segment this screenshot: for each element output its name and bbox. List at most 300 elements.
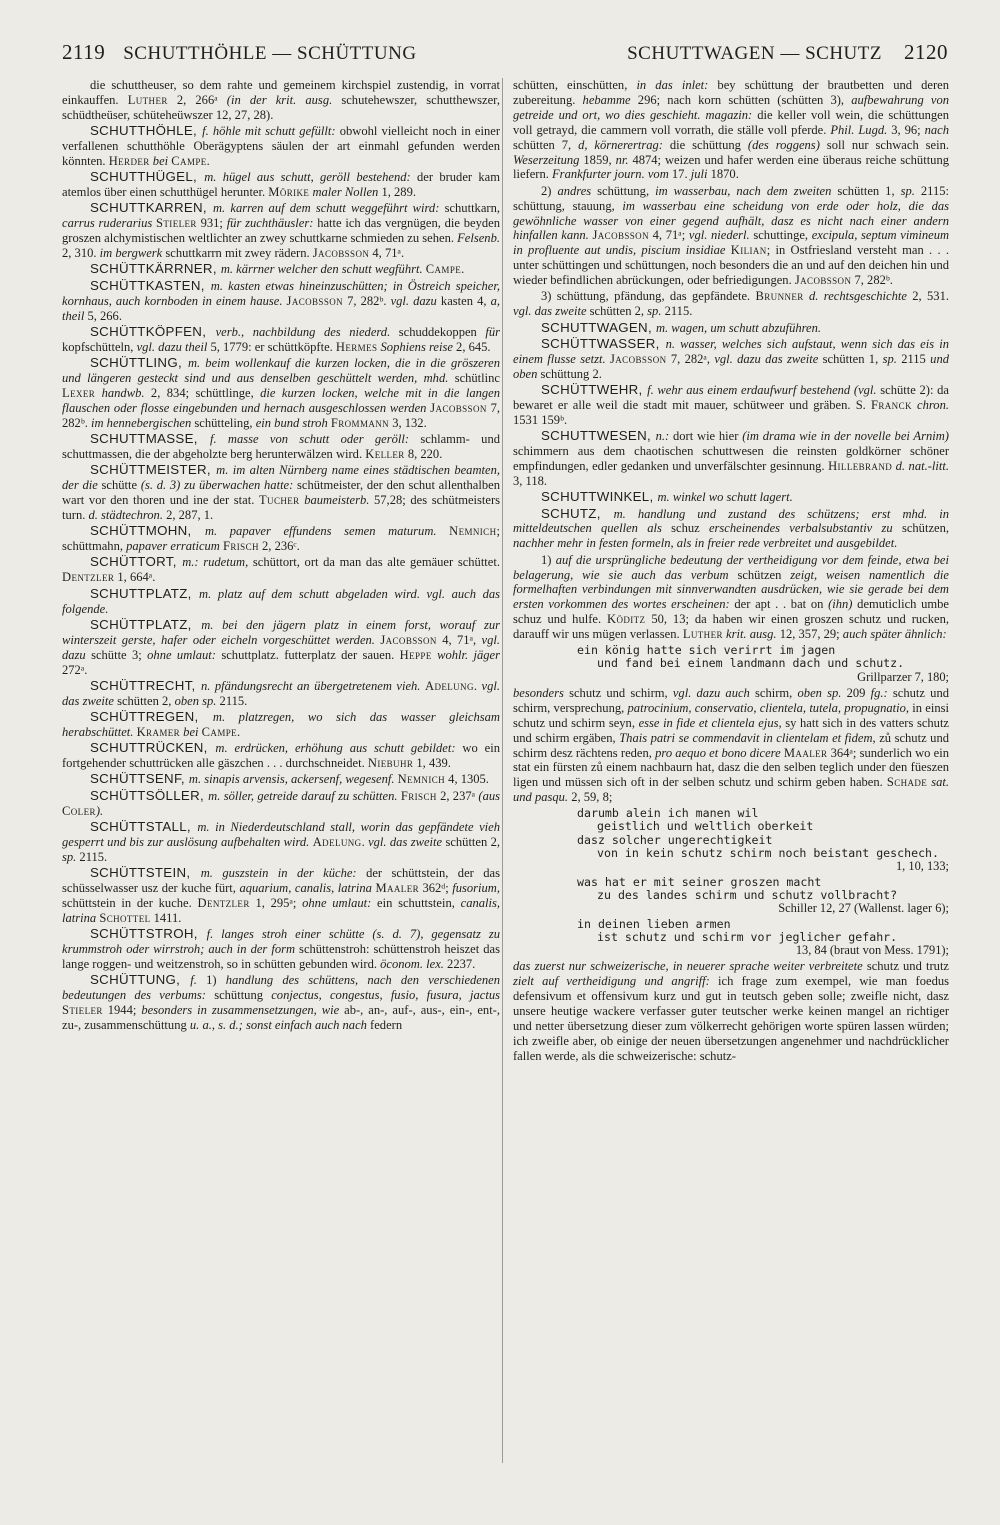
- italic-text: in das inlet:: [636, 78, 709, 92]
- quotation-source: 1, 10, 133;: [895, 859, 949, 874]
- text-run: schüttung,: [591, 183, 656, 198]
- text-run: schuttplatz. futterplatz der sauen.: [215, 647, 400, 662]
- dictionary-entry: [513, 337, 949, 382]
- header-guide-words-left: SCHUTTHÖHLE — SCHÜTTUNG: [123, 43, 417, 64]
- quotation-source: Schiller 12, 27 (Wallenst. lager 6);: [778, 901, 949, 916]
- dictionary-entry: [62, 279, 500, 324]
- dictionary-entry: [62, 555, 500, 585]
- entry-headword: SCHUTTHÖHLE,: [90, 123, 203, 139]
- text-run: schütte: [97, 478, 141, 493]
- entry-headword: SCHUTTWAGEN,: [541, 319, 656, 335]
- text-run: schlamm- und schuttmassen, die der abgeholzte berg herunterwälzen wird.: [62, 431, 500, 461]
- text-run: ᵃ: [397, 246, 401, 261]
- left-column: [62, 78, 500, 1034]
- entry-headword: SCHÜTTPLATZ,: [90, 616, 202, 632]
- citation-author: Brunner: [755, 289, 804, 304]
- text-run: 1944;: [102, 1002, 142, 1017]
- text-run: ᶜ: [293, 539, 297, 554]
- dictionary-entry: [62, 432, 500, 462]
- entry-headword: SCHUTTHÜGEL,: [90, 169, 205, 185]
- dictionary-entry: [62, 820, 500, 865]
- text-run: schütten 7,: [513, 137, 579, 152]
- text-run: dort wie hier: [669, 429, 743, 444]
- italic-text: sp.: [647, 304, 662, 319]
- text-run: 2, 834; schüttlinge,: [144, 385, 261, 400]
- italic-text: für zuchthäusler:: [226, 216, 314, 231]
- entry-headword: SCHÜTTSTALL,: [90, 818, 198, 834]
- italic-text: d. nat.-litt.: [892, 459, 949, 473]
- text-run: 17.: [668, 167, 691, 182]
- italic-text: im wasserbau, nach dem zweiten: [655, 183, 832, 198]
- italic-text: krit. ausg.: [722, 627, 777, 642]
- text-run: die keller voll wein, die schüttungen voll getrayd, die cammern voll vorrath, die ställe voll pferde.: [513, 107, 950, 137]
- text-run: .: [889, 273, 893, 288]
- text-run: 1859,: [579, 152, 616, 167]
- italic-text: handwb.: [95, 385, 145, 400]
- entry-headword: SCHÜTTMEISTER,: [90, 462, 217, 478]
- text-run: 272: [62, 662, 81, 677]
- text-run: ᵃ: [471, 788, 476, 803]
- italic-text: das zuerst nur schweizerische, in neuerer sprache weiter verbreitete: [513, 959, 863, 974]
- text-run: schütte 3;: [85, 647, 148, 662]
- citation-author: Adelung: [312, 834, 362, 849]
- text-run: der bruder kam atemlos über einen schutthügel herunter.: [62, 170, 500, 200]
- italic-text: u. a., s. d.; sonst einfach auch nach: [189, 1017, 367, 1032]
- text-run: 57,28; des schütmeisters turn.: [62, 492, 501, 522]
- text-run: 362: [419, 880, 442, 895]
- text-run: 3, 118.: [513, 473, 548, 488]
- italic-text: juli: [690, 167, 708, 182]
- text-run: 1, 439.: [413, 756, 451, 771]
- dictionary-entry: [62, 325, 500, 355]
- dictionary-entry: [62, 170, 500, 200]
- text-run: 50, 13; da haben wir einen groszen schutz und rucken, darauff wir uns mügen verlassen.: [513, 612, 949, 642]
- italic-text: (aus: [475, 788, 501, 803]
- italic-text: vgl. niederl.: [688, 228, 750, 243]
- verse-quotation: [513, 644, 949, 684]
- entry-paragraph: [513, 78, 949, 182]
- italic-text: m. wagen, um schutt abzuführen.: [655, 320, 822, 335]
- italic-text: chron.: [911, 397, 949, 412]
- text-run: 1870.: [707, 167, 739, 182]
- entry-headword: SCHÜTTKÄRRNER,: [90, 261, 221, 277]
- text-run: 2, 645.: [452, 339, 491, 354]
- italic-text: Sophiens reise: [377, 339, 453, 354]
- italic-text: handlung des schüttens, nach den verschiedenen bedeutungen des verbums:: [62, 973, 500, 1003]
- italic-text: für: [485, 324, 500, 339]
- citation-author: Franck: [870, 397, 912, 412]
- text-run: [437, 524, 450, 538]
- italic-text: vgl. das zweite: [62, 678, 500, 708]
- text-run: bey schüttung der brautbetten und deren zubereitung.: [513, 78, 949, 107]
- text-run: demuticlich umbe schuz und hulfe.: [513, 597, 949, 627]
- italic-text: vgl. dazu: [62, 632, 500, 662]
- italic-text: auch später ähnlich:: [842, 627, 947, 642]
- italic-text: ein bund stroh: [255, 415, 328, 430]
- entry-headword: SCHÜTTSÖLLER,: [90, 787, 209, 803]
- verse-quotation: [513, 876, 949, 916]
- italic-text: d, körnerertrag:: [578, 137, 663, 152]
- italic-text: hebamme: [582, 92, 631, 107]
- header-left: [62, 40, 417, 65]
- citation-author: Jacobsson: [430, 400, 487, 415]
- italic-text: vgl. dazu auch: [672, 685, 750, 700]
- verse-line: geistlich und weltlich oberkeit: [597, 819, 814, 834]
- verse-line: darumb alein ich manen wil: [577, 806, 759, 821]
- italic-text: im bergwerk: [99, 246, 163, 261]
- text-run: ;: [292, 895, 303, 910]
- dictionary-entry: [62, 618, 500, 678]
- text-run: schuttinge,: [749, 228, 812, 243]
- citation-author: Nemnich: [397, 772, 446, 787]
- text-run: .: [361, 834, 369, 849]
- text-run: schütlinc: [448, 370, 500, 385]
- italic-text: ).: [95, 803, 104, 818]
- text-run: 4, 71: [648, 228, 679, 243]
- italic-text: sat. und pasqu.: [513, 775, 949, 805]
- text-run: schütmeister, der den schut allenthalben wart vor den thoren und ine der stat.: [62, 478, 500, 507]
- text-run: 2115.: [661, 304, 693, 319]
- dictionary-entry: [62, 866, 500, 926]
- italic-text: d. rechtsgeschichte: [803, 289, 907, 304]
- verse-line: in deinen lieben armen: [577, 916, 731, 931]
- text-run: soll nur schwach sein.: [819, 137, 950, 152]
- dictionary-entry: [513, 490, 949, 505]
- citation-author: Frommann: [330, 415, 390, 430]
- citation-author: Lexer: [62, 385, 96, 400]
- text-run: 7, 282: [666, 351, 704, 366]
- dictionary-entry: [513, 429, 949, 489]
- text-run: ab-, an-, auf-, aus-, ein-, ent-, zu-, zusammenschüttung: [62, 1002, 500, 1032]
- italic-text: vgl. dazu: [390, 293, 437, 308]
- citation-author: Maaler: [783, 745, 828, 760]
- italic-text: (s. d. 3) zu überwachen hatte:: [140, 478, 294, 493]
- citation-author: Jacobsson: [592, 228, 649, 243]
- italic-text: patrocinium, conservatio, clientela, tutela, propugnatio,: [627, 700, 910, 715]
- text-run: schüttort, ort da man das alte gemäuer schüttet.: [248, 555, 500, 570]
- italic-text: m. im alten Nürnberg name eines städtischen beamten, der die: [62, 463, 500, 493]
- italic-text: verb., nachbildung des niederd.: [215, 324, 391, 339]
- entry-headword: SCHÜTTLING,: [90, 355, 188, 371]
- text-run: schüttung: [205, 988, 272, 1003]
- italic-text: m. söller, getreide darauf zu schütten.: [208, 788, 398, 803]
- text-run: schutehewszer, schutthewszer, schüdtheüser, schüteheüwszer 12, 27, 28).: [62, 92, 500, 122]
- italic-text: nr.: [615, 152, 629, 167]
- dictionary-entry: [513, 507, 949, 552]
- italic-text: Thais patri se commendavit in clientelam et fidem,: [619, 730, 876, 745]
- text-run: ,: [473, 632, 482, 647]
- citation-author: Luther: [127, 92, 168, 107]
- text-run: der apt . . bat on: [729, 597, 829, 612]
- italic-text: auf die ursprüngliche bedeutung der vertheidigung vor dem feinde, etwa bei belagerung, wie sie auch das verbum: [513, 552, 949, 582]
- italic-text: und oben: [513, 351, 949, 381]
- italic-text: Felsenb.: [457, 231, 500, 246]
- text-run: ᵃ: [849, 745, 853, 760]
- italic-text: n. wasser, welches sich aufstaut, wenn sich das eis in einem flusse setzt.: [513, 336, 949, 366]
- entry-headword: SCHÜTTKÖPFEN,: [90, 323, 216, 339]
- italic-text: (ihn): [828, 597, 853, 612]
- citation-author: Dentzler: [197, 895, 250, 910]
- italic-text: m. kasten etwas hineinzuschütten; in Östreich speicher, kornhaus, auch kornboden in einem hause.: [62, 278, 500, 308]
- entry-headword: SCHUTTWINKEL,: [541, 489, 658, 505]
- text-run: ᵃ: [289, 895, 293, 910]
- text-run: 2115.: [216, 693, 248, 708]
- dictionary-entry: [62, 710, 500, 740]
- citation-author: Jacobsson: [794, 273, 852, 288]
- dictionary-entry: [62, 463, 500, 523]
- entry-headword: SCHUTZ,: [541, 505, 614, 521]
- citation-author: Jacobsson: [380, 632, 437, 647]
- entry-headword: SCHUTTWESEN,: [541, 428, 656, 444]
- citation-author: Schottel: [99, 910, 151, 925]
- text-run: schütten 2,: [442, 834, 501, 849]
- text-run: .: [152, 570, 156, 585]
- italic-text: m. in Niederdeutschland stall, worin das gepfändete vieh gesperrt und bis zur auslösung aufbehalten wird.: [62, 819, 500, 849]
- italic-text: (im drama wie in der novelle bei Arnim): [742, 429, 949, 444]
- italic-text: aquarium, canalis, latrina: [239, 880, 372, 895]
- italic-text: m.: rudetum,: [182, 555, 249, 570]
- text-run: ᵇ: [560, 412, 564, 427]
- text-run: schuttkarn,: [439, 201, 500, 216]
- citation-author: Heppe: [399, 647, 432, 662]
- italic-text: sp.: [900, 183, 915, 198]
- italic-text: (des roggens): [747, 137, 820, 152]
- text-run: schutz und trutz: [862, 959, 949, 974]
- italic-text: zeigt, weisen namentlich die formelhaften verbindungen mit sinnverwandten ausdrücken, wie sie gerade bei dem ersten vorkommen des wortes erscheinen:: [513, 567, 949, 612]
- italic-text: conjectus, congestus, fusio, fusura, jactus: [271, 988, 500, 1003]
- text-run: 2, 287, 1.: [162, 507, 214, 522]
- dictionary-entry: [513, 383, 949, 428]
- text-run: 2237.: [443, 956, 476, 971]
- text-run: schüttstein in der kuche.: [62, 895, 198, 910]
- italic-text: Phil. Lugd.: [830, 122, 888, 137]
- dictionary-entry: [62, 927, 500, 972]
- citation-author: Hermes: [335, 339, 378, 354]
- text-run: 5, 1779: er schüttköpfte.: [207, 339, 336, 354]
- dictionary-entry: [62, 741, 500, 771]
- text-run: ; sunderlich wo ein stat ein fürsten zů einem nachbaurn hat, dasz die den selben teglich under den füeszen ligen und müssen sich oft in der selben schutz und schirm geben haben.: [513, 745, 949, 790]
- text-run: schütteling,: [191, 415, 256, 430]
- italic-text: m. papaver effundens semen maturum.: [204, 524, 437, 539]
- text-run: 7, 282: [62, 400, 501, 430]
- text-run: 1): [541, 552, 556, 567]
- text-run: .: [206, 153, 210, 168]
- text-run: schüttung 2.: [537, 366, 602, 381]
- text-run: 2115.: [76, 849, 108, 864]
- italic-text: bei: [149, 153, 172, 168]
- text-run: 2, 531.: [906, 289, 949, 304]
- entry-paragraph: [513, 289, 949, 319]
- citation-author: Jacobsson: [610, 351, 667, 366]
- text-run: ᵃ: [678, 228, 682, 243]
- text-run: wo ein fortgehender schuttrücken alle gäszchen . . . durchschneidet.: [62, 741, 500, 771]
- italic-text: öconom. lex.: [380, 956, 444, 971]
- italic-text: oben sp.: [797, 685, 842, 700]
- italic-text: baumeisterb.: [299, 492, 370, 507]
- italic-text: f. langes stroh einer schütte (s. d. 7), gegensatz zu krummstroh oder wirrstroh; auch in der form: [62, 927, 501, 956]
- entry-headword: SCHÜTTUNG,: [90, 972, 191, 988]
- text-run: die schüttung: [662, 137, 748, 152]
- italic-text: m. winkel wo schutt lagert.: [657, 490, 793, 505]
- text-run: ᵃ: [148, 570, 153, 585]
- entry-headword: SCHÜTTSTEIN,: [90, 865, 201, 881]
- text-run: ᵃ: [80, 662, 85, 677]
- header-right: [627, 40, 948, 65]
- italic-text: fg.:: [870, 685, 888, 700]
- text-run: die schuttheuser, so dem rahte und gemeinem kirchspiel zustendig, in vorrat einkauffen.: [62, 78, 500, 107]
- text-run: ; in Ostfriesland versteht man . . . unter schüttingen und schüttungen, noch besonders die an und auf den deichen hin und wieder befindlichen abrückungen, oder befriedigungen.: [513, 243, 950, 288]
- text-run: 8, 220.: [404, 446, 443, 461]
- italic-text: m. kärrner welcher den schutt wegführt.: [220, 262, 423, 277]
- dictionary-entry: [62, 789, 500, 819]
- italic-text: im hennebergischen: [91, 415, 192, 430]
- dictionary-entry: [62, 201, 500, 261]
- text-run: 5, 266.: [84, 308, 122, 323]
- verse-line: von in kein schutz schirm noch beistant geschech.: [597, 846, 940, 861]
- entry-headword: SCHÜTTWEHR,: [541, 382, 648, 398]
- text-run: 4, 71: [436, 632, 470, 647]
- italic-text: bei: [180, 724, 202, 739]
- italic-text: nach: [924, 122, 949, 137]
- italic-text: die kurzen locken, welche mit in die langen flauschen oder flosse eingebunden und hernach ausgeschlossen werden: [62, 385, 500, 415]
- text-run: 4874; weizen und hafer werden eine überaus reiche schüttung liefern.: [513, 152, 950, 182]
- verse-quotation: [513, 918, 949, 958]
- italic-text: sp.: [882, 351, 897, 366]
- text-run: schützen,: [892, 521, 949, 536]
- text-run: kopfschütteln,: [62, 339, 137, 354]
- italic-text: vgl. das zweite: [368, 834, 443, 849]
- citation-author: Jacobsson: [286, 293, 344, 308]
- text-run: schütten 1,: [818, 351, 883, 366]
- italic-text: m. beim wollenkauf die kurzen locken, die in die gröszeren und längeren gesteckt sind und aus denselben geschüttelt werden, mhd.: [62, 356, 500, 385]
- text-run: sy hatt sich in des vatters schutz und schirm ergäben,: [513, 715, 949, 745]
- entry-headword: SCHÜTTSENF,: [90, 771, 189, 787]
- citation-author: Stieler: [156, 216, 197, 231]
- text-run: zů schutz und schirm desz rächtens reden,: [513, 730, 949, 760]
- entry-paragraph: [513, 553, 949, 642]
- italic-text: m. platz auf dem schutt abgeladen wird. vgl. auch das folgende.: [62, 586, 500, 616]
- text-run: 296; nach korn schütten (schütten 3),: [630, 92, 852, 107]
- italic-text: wohlr. jäger: [431, 647, 501, 662]
- citation-author: Nemnich: [449, 524, 497, 539]
- citation-author: Luther: [682, 627, 723, 642]
- italic-text: n. pfändungsrecht an übergetretenem vieh.: [200, 678, 421, 693]
- dictionary-entry: [62, 587, 500, 617]
- citation-author: Niebuhr: [367, 756, 414, 771]
- text-run: 2, 266: [167, 92, 215, 107]
- text-run: ᵇ: [379, 293, 384, 308]
- citation-author: Jacobsson: [312, 246, 370, 261]
- text-run: schuddekoppen: [390, 324, 486, 339]
- italic-text: m. handlung und zustand des schützens; erst mhd. in mitteldeutschen quellen als: [513, 506, 949, 536]
- text-run: .: [383, 293, 391, 308]
- verse-line: dasz solcher ungerechtigkeit: [577, 832, 773, 847]
- text-run: 2, 310.: [62, 246, 100, 261]
- citation-author: Coler: [62, 803, 96, 818]
- italic-text: f.: [190, 973, 197, 988]
- text-run: schirm,: [749, 685, 798, 700]
- text-run: ᵃ: [469, 632, 473, 647]
- italic-text: ohne umlaut:: [302, 895, 372, 910]
- entry-headword: SCHÜTTMOHN,: [90, 523, 205, 539]
- text-run: schützen: [728, 567, 791, 582]
- verse-quotation: [513, 807, 949, 873]
- citation-author: Keller: [365, 446, 405, 461]
- italic-text: ohne umlaut:: [147, 647, 216, 662]
- entry-headword: SCHUTTKARREN,: [90, 200, 213, 216]
- column-divider: [502, 78, 503, 1463]
- text-run: schüttenstroh: schüttenstroh heiszet das lange roggen- und weitzenstroh, so in schütten gebunden wird.: [62, 941, 500, 971]
- italic-text: f. wehr aus einem erdaufwurf bestehend (vgl.: [647, 383, 877, 398]
- italic-text: zielt auf vertheidigung und angriff:: [513, 974, 710, 989]
- italic-text: vgl. dazu theil: [136, 339, 208, 354]
- italic-text: sp.: [62, 849, 77, 864]
- italic-text: papaver erraticum: [126, 539, 220, 554]
- italic-text: m. erdrücken, erhöhung aus schutt gebildet:: [215, 741, 456, 756]
- entry-headword: SCHUTTMASSE,: [90, 430, 210, 446]
- italic-text: m. guszstein in der küche:: [200, 866, 357, 881]
- entry-headword: SCHÜTTRECHT,: [90, 677, 201, 693]
- dictionary-entry: [62, 679, 500, 709]
- text-run: 4, 71: [369, 246, 398, 261]
- italic-text: a, theil: [62, 293, 500, 323]
- text-run: federn: [366, 1017, 403, 1032]
- entry-headword: SCHÜTTWASSER,: [541, 335, 666, 351]
- text-run: 1, 664: [114, 570, 149, 585]
- italic-text: carrus ruderarius: [62, 216, 153, 231]
- italic-text: esse in fide et clientela ejus,: [638, 715, 782, 730]
- citation-author: Herder: [108, 153, 150, 168]
- citation-author: Stieler: [62, 1002, 103, 1017]
- text-run: schimmern aus dem chaotischen schuttwesen die reinsten goldkörner schöner empfindungen, edler gedanken und unverfälschter gesinnung.: [513, 444, 949, 473]
- text-run: .: [563, 412, 568, 427]
- text-run: 2115: schüttung, stauung,: [513, 183, 949, 213]
- entry-headword: SCHÜTTKASTEN,: [90, 277, 211, 293]
- citation-author: Kilian: [730, 243, 767, 258]
- header-guide-words-right: SCHUTTWAGEN — SCHUTZ: [627, 43, 882, 64]
- text-run: .: [237, 724, 241, 739]
- text-run: kasten 4,: [436, 293, 491, 308]
- text-run: 2115: [896, 351, 931, 366]
- entry-headword: SCHÜTTREGEN,: [90, 709, 213, 725]
- dictionary-entry: [513, 321, 949, 336]
- italic-text: (in der krit. ausg.: [217, 92, 333, 107]
- text-run: .: [461, 262, 465, 277]
- dictionary-entry: [62, 772, 500, 787]
- text-run: in einsi schutz und schirm seyn,: [513, 700, 949, 730]
- citation-author: Frisch: [400, 788, 437, 803]
- text-run: .: [84, 662, 88, 677]
- italic-text: fusorium,: [452, 880, 500, 895]
- verse-line: ist schutz und schirm vor jeglicher gefahr.: [597, 929, 898, 944]
- text-run: 2): [541, 183, 558, 198]
- italic-text: excipula, septum vimineum in profluente aut undis, piscium insidiae: [513, 228, 950, 258]
- italic-text: maler Nollen: [309, 185, 379, 200]
- text-run: ᵃ: [703, 351, 707, 366]
- citation-author: Schade: [886, 775, 928, 790]
- text-run: schutz und schirm, versprechung,: [513, 685, 949, 715]
- text-run: ich frage zum exempel, wie man foedus defensivum et offensivum kurz und gut in teutsch geben solle; zweifle nicht, dasz unsere heutige wackere verfasser guter teutscher werke keinen mangel an richtiger und netter übersetzung dieser zum völkerrecht gehörigen worte spüren lassen würden; ich zweifle aber, ob einige der neuen übersetzungen angenehmer und nachdrücklicher fallen werde, als die schweizerische: schutz-: [513, 974, 949, 1063]
- text-run: 2, 59, 8;: [568, 790, 613, 805]
- italic-text: f. masse von schutt oder geröll:: [209, 431, 410, 446]
- verse-line: was hat er mit seiner groszen macht: [577, 874, 822, 889]
- text-run: 2, 237: [436, 788, 472, 803]
- italic-text: im wasserbau eine scheidung von erde oder holz, die das gewöhnliche wasser von einer gegend aufhält, dasz es nicht nach einer andern hinfallen kann.: [513, 198, 950, 243]
- italic-text: n.:: [655, 429, 670, 444]
- entry-paragraph: [513, 686, 949, 805]
- italic-text: aufbewahrung von getreide und ort, wo dies geschieht. magazin:: [513, 92, 950, 122]
- text-run: 4, 1305.: [445, 772, 489, 787]
